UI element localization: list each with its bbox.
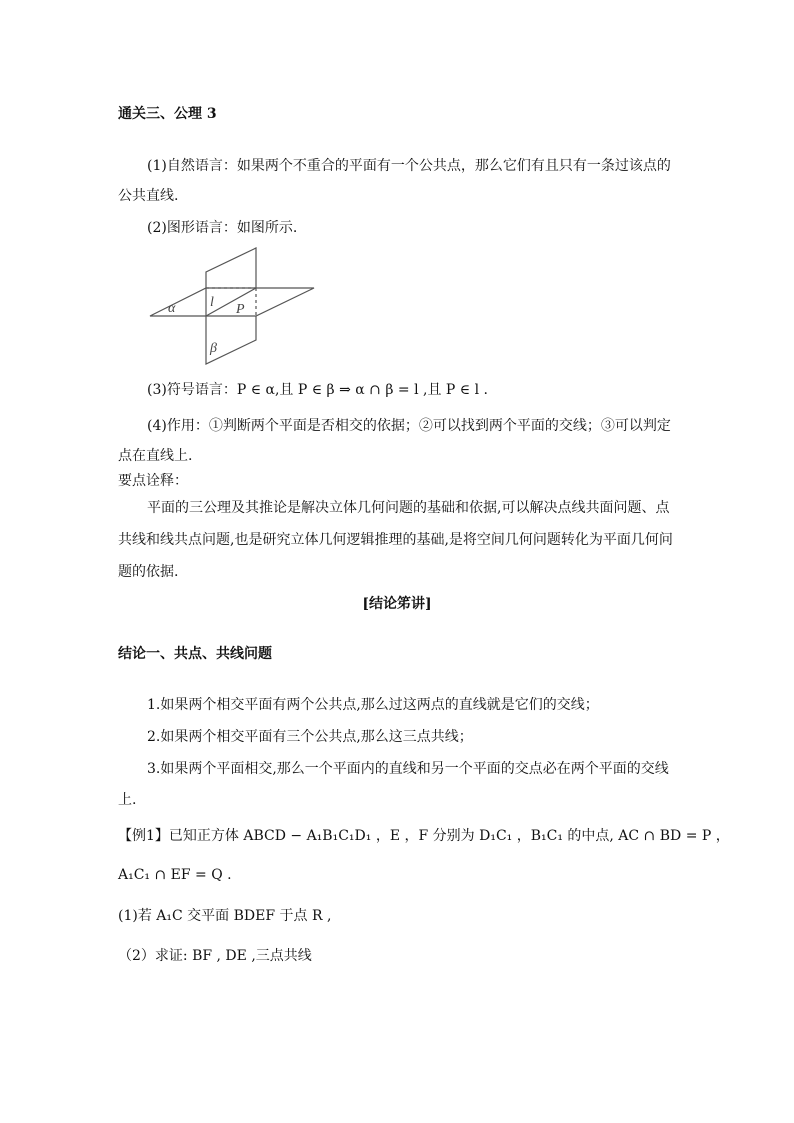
conclusion-item-1: 1.如果两个相交平面有两个公共点,那么过这两点的直线就是它们的交线； [147, 697, 599, 713]
planes-intersection-figure [148, 246, 318, 368]
axiom-function-line1: (4)作用：①判断两个平面是否相交的依据；②可以找到两个平面的交线；③可以判定 [147, 418, 671, 434]
example-question-2: （2）求证: BF , DE ,三点共线 [118, 948, 312, 964]
conclusion-title: [结论笫讲] [362, 596, 432, 612]
example-question-1: (1)若 A₁C 交平面 BDEF 于点 R , [118, 908, 332, 924]
label-l: l [210, 295, 214, 310]
conclusion-item-2: 2.如果两个相交平面有三个公共点,那么这三点共线； [147, 729, 473, 745]
beta-lower-edge [206, 316, 256, 364]
example-line1: 【例1】已知正方体 ABCD − A₁B₁C₁D₁ ，E ，F 分别为 D₁C₁ ，B₁C₁ 的中点, AC ∩ BD = P ， [118, 828, 730, 844]
section-heading: 通关三、公理 3 [118, 106, 217, 122]
label-alpha: α [168, 301, 176, 316]
keypoint-title: 要点诠释： [118, 473, 188, 489]
keypoint-line2: 共线和线共点问题,也是研究立体几何逻辑推理的基础,是将空间几何问题转化为平面几何问 [118, 532, 673, 548]
keypoint-line1: 平面的三公理及其推论是解决立体几何问题的基础和依据,可以解决点线共面问题、点 [147, 500, 670, 516]
conclusion-item-3-line2: 上. [118, 792, 137, 808]
conclusion-item-3-line1: 3.如果两个平面相交,那么一个平面内的直线和另一个平面的交点必在两个平面的交线 [147, 761, 669, 777]
label-p: P [236, 302, 245, 317]
conclusion-subheading: 结论一、共点、共线问题 [118, 646, 272, 662]
axiom-graphic-language: (2)图形语言：如图所示. [147, 220, 298, 236]
axiom-function-line2: 点在直线上. [118, 448, 193, 464]
axiom-natural-language-line1: (1)自然语言：如果两个不重合的平面有一个公共点，那么它们有且只有一条过该点的 [147, 158, 671, 174]
label-beta: β [210, 341, 217, 356]
beta-upper-edge [206, 248, 256, 288]
keypoint-line3: 题的依据. [118, 564, 179, 580]
axiom-symbolic-language: (3)符号语言：P ∈ α,且 P ∈ β ⇒ α ∩ β = l ,且 P ∈ l . [147, 382, 488, 398]
axiom-natural-language-line2: 公共直线. [118, 188, 179, 204]
example-line2: A₁C₁ ∩ EF = Q . [118, 867, 232, 883]
